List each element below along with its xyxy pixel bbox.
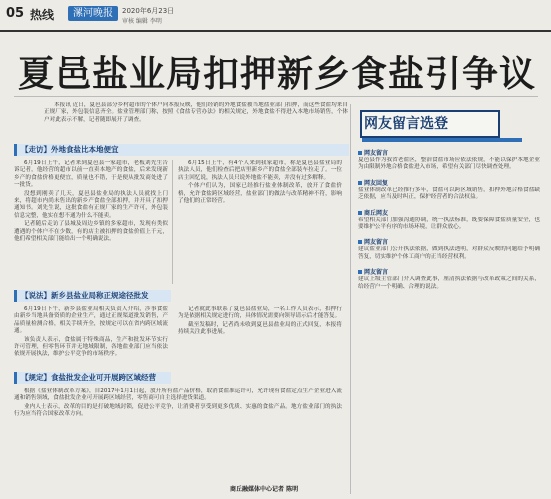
section-3-para-1: 根据《盐业体制改革方案》，自2017年1月1日起，放开所有盐产品价格，取消食盐准运许可，允许现有食盐定点生产企业进入流通和销售领域，食盐批发企业可开展跨区域经营，零售商可自主选择进货渠道。: [14, 388, 342, 402]
side-right-para-1: 记者就此事联系了夏邑县盐业局，一名工作人员表示，扣押行为是依据相关规定进行的，具体情况需要向领导请示后才能答复。: [178, 306, 342, 320]
message-1: [358, 148, 540, 172]
message-5: [358, 267, 540, 291]
panel-divider: [350, 104, 351, 494]
square-icon: [358, 240, 362, 244]
square-icon: [358, 181, 362, 185]
message-4-text: 建议盐业部门公开执法依据，做到执法透明，对群众反映的问题给予明确答复，切实维护个体工商户的正当经营权利。: [358, 246, 540, 260]
message-5-head: 网友留言: [364, 269, 389, 277]
lead-text: 本报讯 近日，夏邑县部分乡村超市的个体户向本报反映，他们经销的外地食盐被当地盐业部门扣押，而这些食盐均来自正规厂家，外包装信息齐全。盐业管理部门称，按照《食盐专营办法》的相关规定，外地食盐不得进入本地市场销售，个体户对此表示不解，记者随即展开了调查。: [44, 102, 348, 123]
headline: 夏邑盐业局扣押新乡食盐引争议: [18, 53, 537, 95]
section-1-title: 【走访】外地食盐比本地便宜: [14, 144, 349, 156]
message-5-text: 建议上级主管部门介入调查此事，厘清执法依据与改革政策之间的关系，给经营户一个明确、合理的说法。: [358, 276, 540, 290]
message-3-text: 希望相关部门加强沟通协调，统一执法标准，既要保障食盐质量安全，也要维护公平有序的市场环境，让群众放心。: [358, 216, 540, 231]
message-2: [358, 178, 540, 202]
square-icon: [358, 211, 362, 215]
page-number: 05: [6, 6, 25, 21]
message-1-text: 夏邑县作为我省老盐区，整治食盐市场应依法依规，不能以保护本地企业为由限制外地合格食盐进入市场，希望有关部门尽快调查处理。: [358, 157, 540, 171]
section-1-col-left: [14, 160, 168, 284]
side-right-para-2: 截至发稿时，记者尚未收到夏邑县盐业局的正式回复，本报将持续关注此事进展。: [178, 321, 342, 336]
square-icon: [358, 270, 362, 274]
message-3: [358, 208, 540, 232]
panel-title: 网友留言选登: [364, 116, 448, 132]
section-1-para-2: 没想到刚卖了几天，夏邑县盐业局的执法人员就找上门来，将超市内尚未售出的新乡产食盐全部扣押，并开具了扣押通知书。刘先生说，这批食盐有正规厂家的生产许可，外包装信息完整，他实在想不通为什么不能卖。: [14, 190, 168, 219]
editor-line: 审核 编辑 李明: [122, 18, 162, 25]
message-3-head: 商丘网友: [364, 209, 389, 217]
side-right-col: [178, 306, 342, 366]
section-1-para-1: 6月19日上午，记者来到夏邑县一家超市，老板刘先生告诉记者，他经营的超市以前一直卖本地产的食盐，后来发现新乡产的食盐价格更便宜，质量也不错，于是便从批发商处进了一批货。: [14, 160, 168, 189]
square-icon: [358, 151, 362, 155]
section-1-para-5: 个体户们认为，国家已经推行盐业体制改革，放开了食盐价格，允许食盐跨区域经营，盐业部门的做法与改革精神不符，影响了他们的正常经营。: [178, 183, 342, 205]
section-2-para-2: 该负责人表示，食盐属于特殊商品，生产和批发环节实行许可管理，但零售环节并无地域限制，各地盐业部门应当依法依规开展执法，维护公平竞争的市场秩序。: [14, 336, 168, 358]
section-2-title: 【说法】新乡县盐业局称正规途径批发: [14, 290, 171, 302]
message-1-head: 网友留言: [364, 150, 389, 157]
newspaper-logo: 漯河晚报: [68, 6, 118, 21]
section-1-col-right: [178, 160, 342, 284]
issue-date: 2020年6月23日: [122, 7, 175, 15]
message-4: [358, 237, 540, 261]
panel-messages: [358, 148, 540, 297]
section-1-para-3: 记者随后走访了县城及周边乡镇的多家超市，发现有类似遭遇的个体户不在少数，有的店主被扣押的食盐价值上千元，他们希望相关部门能给出一个明确说法。: [14, 221, 168, 243]
message-2-head: 网友回复: [364, 179, 389, 187]
section-3-para-2: 业内人士表示，改革的目的是打破地域封锁，促进公平竞争，让消费者享受到更多优质、实惠的食盐产品。地方盐业部门的执法行为应当符合国家改革方向。: [14, 403, 342, 418]
lead-paragraph: [44, 102, 348, 140]
section-1-para-4: 6月15日上午，有4个人来到我家超市，称是夏邑县盐业局的执法人员，他们检查后把店里新乡产的食盐全部装车拉走了。一位店主回忆说，执法人员只说外地盐不能卖，并没有过多解释。: [178, 160, 342, 181]
section-3-title: 【规定】食盐批发企业可开展跨区域经营: [14, 372, 171, 384]
section-name: 热线: [30, 8, 55, 22]
column-divider: [172, 160, 173, 284]
headline-rule: [14, 96, 538, 97]
message-2-text: 盐业体制改革已经推行多年，食盐可以跨区域销售，扣押外地合格食盐缺乏依据，应当及时纠正，保护经营者的合法权益。: [358, 186, 540, 201]
section-2-para-1: 6月19日下午，新乡县盐业局相关负责人介绍，涉事食盐由新乡当地具备资质的企业生产，通过正规渠道批发销售，产品质量检测合格，相关手续齐全，按规定可以在省内跨区域流通。: [14, 306, 168, 335]
panel-strip: [362, 138, 522, 142]
section-2-body: [14, 306, 168, 366]
byline: 商丘融媒体中心记者 陈明: [230, 486, 299, 493]
section-3-body: [14, 388, 342, 480]
message-4-head: 网友留言: [364, 239, 389, 247]
